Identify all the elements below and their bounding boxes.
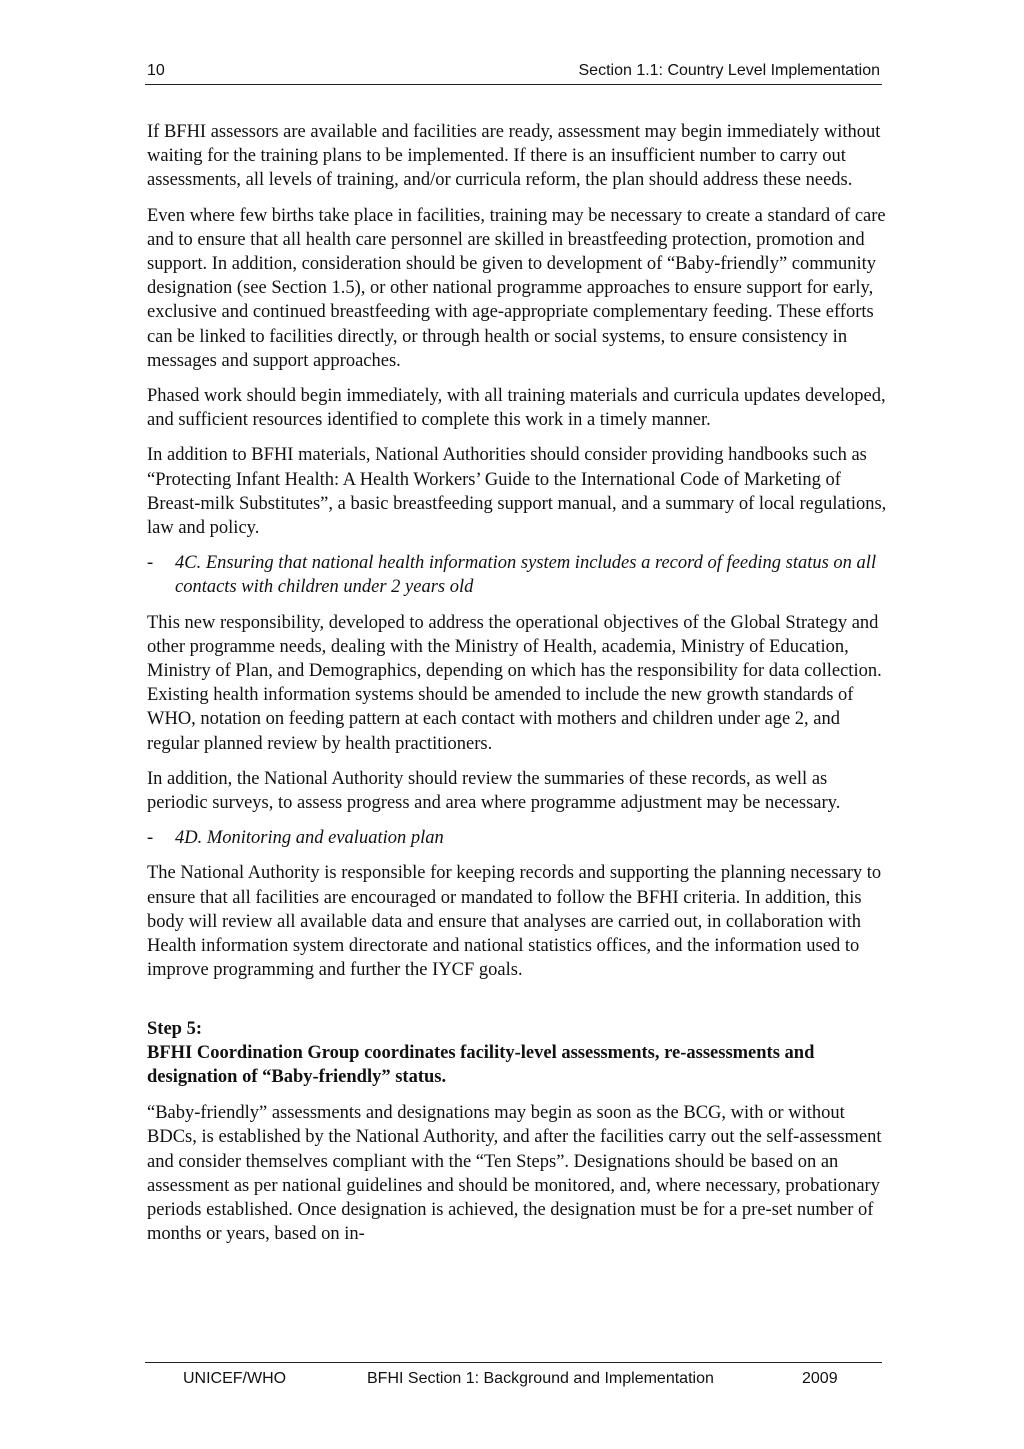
step-heading <box>147 1017 892 1090</box>
footer-year: 2009 <box>802 1370 838 1387</box>
list-item-4d <box>147 826 892 850</box>
list-item-4c <box>147 551 892 599</box>
paragraph-review-summaries: In addition, the National Authority should review the summaries of these records, as well as periodic surveys, to assess progress and area where programme adjustment may be necessary. <box>147 768 841 814</box>
page-number: 10 <box>147 62 165 79</box>
paragraph-training: Even where few births take place in facilities, training may be necessary to create a standard of care and to ensure that all health care personnel are skilled in breastfeeding protection, promotion and support. In addition, consideration should be given to development of “Baby-friendly” community designation (see Section 1.5), or other national programme approaches to ensure support for early, exclusive and continued breastfeeding with age-appropriate complementary feeding. These efforts can be linked to facilities directly, or through health or social systems, to ensure consistency in messages and support approaches. <box>147 205 886 371</box>
paragraph-national-authority: The National Authority is responsible for keeping records and supporting the planning necessary to ensure that all facilities are encouraged or mandated to follow the BFHI criteria. In addition, this body will review all available data and ensure that analyses are carried out, in collaboration with Health information system directorate and national statistics offices, and the information used to improve programming and further the IYCF goals. <box>147 863 882 981</box>
footer-org: UNICEF/WHO <box>183 1370 287 1387</box>
footer-title: BFHI Section 1: Background and Implementation <box>367 1370 714 1387</box>
section-title: Section 1.1: Country Level Implementation <box>578 62 880 79</box>
paragraph-new-responsibility: This new responsibility, developed to address the operational objectives of the Global Strategy and other programme needs, dealing with the Ministry of Health, academia, Ministry of Education, Ministry of Plan, and Demographics, depending on which has the responsibility for data collection. Existing health information systems should be amended to include the new growth standards of WHO, notation on feeding pattern at each contact with mothers and children under age 2, and regular planned review by health practitioners. <box>147 612 882 754</box>
page-header <box>145 58 882 85</box>
paragraph-phased-work: Phased work should begin immediately, with all training materials and curricula updates developed, and sufficient resources identified to complete this work in a timely manner. <box>147 386 886 431</box>
list-item-4d-text: 4D. Monitoring and evaluation plan <box>175 828 444 849</box>
list-dash: - <box>147 553 154 574</box>
step-title: BFHI Coordination Group coordinates facility-level assessments, re-assessments and designation of “Baby-friendly” status. <box>147 1042 815 1087</box>
list-item-4c-text: 4C. Ensuring that national health information system includes a record of feeding status on all contacts with children under 2 years old <box>175 553 877 598</box>
page-body <box>147 120 892 1257</box>
paragraph-assessors: If BFHI assessors are available and facilities are ready, assessment may begin immediately without waiting for the training plans to be implemented. If there is an insufficient number to carry out assessments, all levels of training, and/or curricula reform, the plan should address these needs. <box>147 122 881 191</box>
page-footer <box>145 1362 882 1393</box>
paragraph-handbooks: In addition to BFHI materials, National Authorities should consider providing handbooks such as “Protecting Infant Health: A Health Workers’ Guide to the International Code of Marketing of Breast-milk Substitutes”, a basic breastfeeding support manual, and a summary of local regulations, law and policy. <box>147 445 887 539</box>
list-dash: - <box>147 828 154 849</box>
paragraph-designations: “Baby-friendly” assessments and designations may begin as soon as the BCG, with or without BDCs, is established by the National Authority, and after the facilities carry out the self-assessment and consider themselves compliant with the “Ten Steps”. Designations should be based on an assessment as per national guidelines and should be monitored, and, where necessary, probationary periods established. Once designation is achieved, the designation must be for a pre-set number of months or years, based on in- <box>147 1103 882 1245</box>
step-label: Step 5: <box>147 1018 202 1039</box>
